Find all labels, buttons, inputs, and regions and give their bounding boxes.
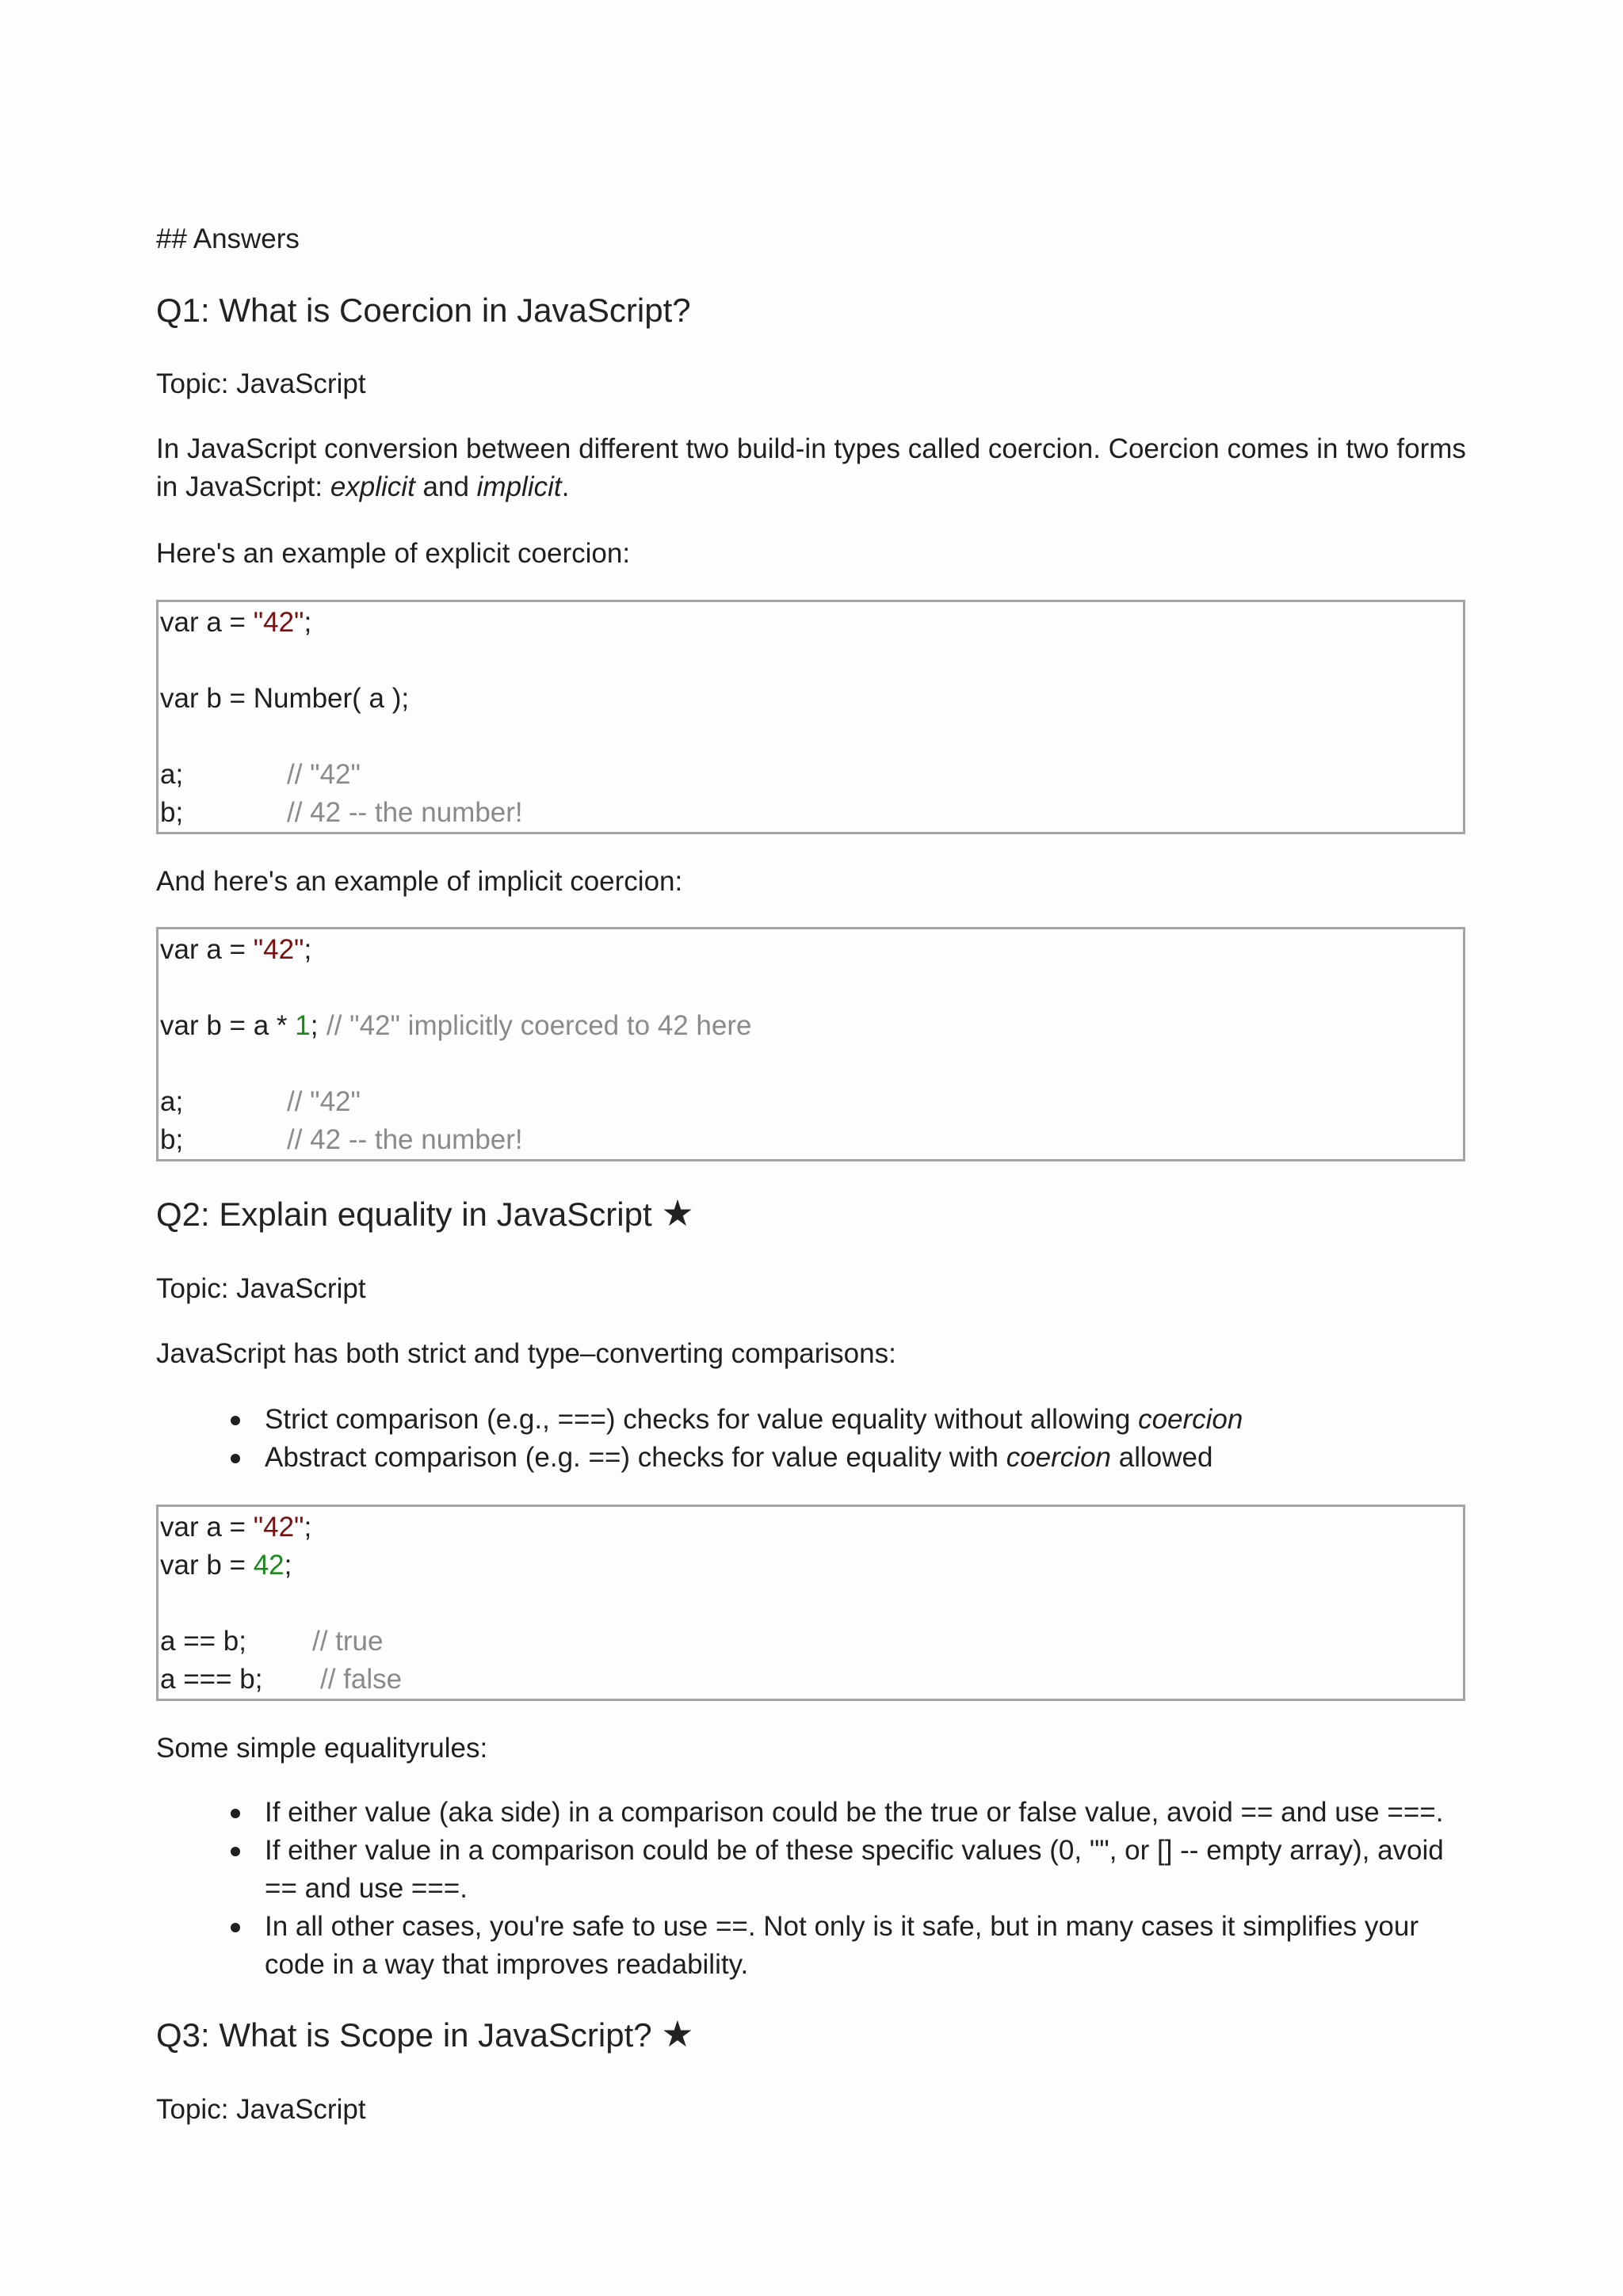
code-comment: // true xyxy=(312,1626,384,1657)
q3-title-text: Q3: What is Scope in JavaScript? xyxy=(156,2016,652,2054)
bullet-icon xyxy=(231,1809,240,1818)
code-line xyxy=(160,1547,292,1585)
q1-intro xyxy=(156,430,1472,506)
code-line: var b = Number( a ); xyxy=(160,683,410,714)
q1-implicit-label: And here's an example of implicit coercion: xyxy=(156,866,683,897)
bullet-icon xyxy=(231,1847,240,1856)
list-item xyxy=(156,1794,1472,1832)
section-heading: ## Answers xyxy=(156,223,300,254)
q1-topic: Topic: JavaScript xyxy=(156,368,366,399)
code-text: var a = xyxy=(160,934,254,965)
code-comment: // "42" implicitly coerced to 42 here xyxy=(327,1010,752,1041)
bullet-icon xyxy=(231,1923,240,1932)
code-string: "42" xyxy=(253,607,304,638)
code-line xyxy=(160,1508,311,1547)
code-block-equality xyxy=(156,1505,1465,1701)
code-comment: // "42" xyxy=(287,1086,361,1117)
q1-intro-explicit: explicit xyxy=(330,471,415,502)
q2-intro: JavaScript has both strict and type–converting comparisons: xyxy=(156,1338,896,1369)
code-line: a; xyxy=(160,759,184,790)
code-line xyxy=(160,1007,318,1045)
code-text: var b = xyxy=(160,1550,254,1581)
code-text: var a = xyxy=(160,1512,254,1543)
code-string: "42" xyxy=(253,1512,304,1543)
q1-title: Q1: What is Coercion in JavaScript? xyxy=(156,292,691,329)
q1-intro-implicit: implicit xyxy=(476,471,562,502)
code-text: ; xyxy=(284,1550,292,1581)
code-comment: // 42 -- the number! xyxy=(287,797,523,828)
star-icon: ★ xyxy=(661,2013,694,2054)
code-string: "42" xyxy=(253,934,304,965)
bullet-icon xyxy=(231,1416,240,1425)
list-item-text-end: allowed xyxy=(1111,1442,1213,1473)
list-item xyxy=(156,1439,1472,1477)
list-item xyxy=(156,1908,1472,1984)
list-item-text: Strict comparison (e.g., ===) checks for value equality without allowing xyxy=(265,1404,1139,1435)
code-comment: // "42" xyxy=(287,759,361,790)
star-icon: ★ xyxy=(661,1192,694,1234)
code-line: b; xyxy=(160,797,184,828)
list-item xyxy=(156,1832,1472,1908)
code-comment: // false xyxy=(320,1664,403,1695)
list-item-emphasis: coercion xyxy=(1006,1442,1111,1473)
code-text: ; xyxy=(310,1010,319,1041)
code-text: ; xyxy=(304,1512,312,1543)
list-item-text: If either value in a comparison could be of these specific values (0, "", or [] -- empty array), avoid == and use ===. xyxy=(265,1835,1444,1904)
q1-explicit-label: Here's an example of explicit coercion: xyxy=(156,538,631,569)
code-comment: // 42 -- the number! xyxy=(287,1124,523,1155)
list-item-text: If either value (aka side) in a comparison could be the true or false value, avoid == and use ===. xyxy=(265,1797,1444,1828)
list-item-text: Abstract comparison (e.g. ==) checks for value equality with xyxy=(265,1442,1006,1473)
code-line xyxy=(160,604,311,642)
code-line: b; xyxy=(160,1124,184,1155)
list-item-text: In all other cases, you're safe to use ==. Not only is it safe, but in many cases it simplifies your code in a way that improves readability. xyxy=(265,1911,1419,1980)
q1-intro-text: In JavaScript conversion between different two build-in types called coercion. Coercion comes in two forms in JavaScript: xyxy=(156,433,1466,502)
code-text: ; xyxy=(304,607,312,638)
code-number: 1 xyxy=(295,1010,311,1041)
q3-title xyxy=(156,2012,694,2058)
code-text: var b = a * xyxy=(160,1010,296,1041)
code-number: 42 xyxy=(253,1550,285,1581)
list-item xyxy=(156,1401,1472,1439)
q3-topic: Topic: JavaScript xyxy=(156,2094,366,2125)
code-block-implicit xyxy=(156,927,1465,1161)
q2-comparison-list xyxy=(156,1401,1472,1477)
q2-title-text: Q2: Explain equality in JavaScript xyxy=(156,1196,652,1233)
code-line: a === b; xyxy=(160,1664,263,1695)
q1-intro-and: and xyxy=(414,471,477,502)
q1-intro-end: . xyxy=(561,471,570,502)
code-line: a; xyxy=(160,1086,184,1117)
code-text: ; xyxy=(304,934,312,965)
code-text: var a = xyxy=(160,607,254,638)
q2-rules-label: Some simple equalityrules: xyxy=(156,1733,488,1764)
q2-rules-list xyxy=(156,1794,1472,1984)
q2-title xyxy=(156,1191,694,1237)
code-line xyxy=(160,931,311,969)
code-block-explicit xyxy=(156,600,1465,834)
q2-topic: Topic: JavaScript xyxy=(156,1273,366,1304)
list-item-emphasis: coercion xyxy=(1138,1404,1243,1435)
bullet-icon xyxy=(231,1454,240,1463)
code-line: a == b; xyxy=(160,1626,246,1657)
